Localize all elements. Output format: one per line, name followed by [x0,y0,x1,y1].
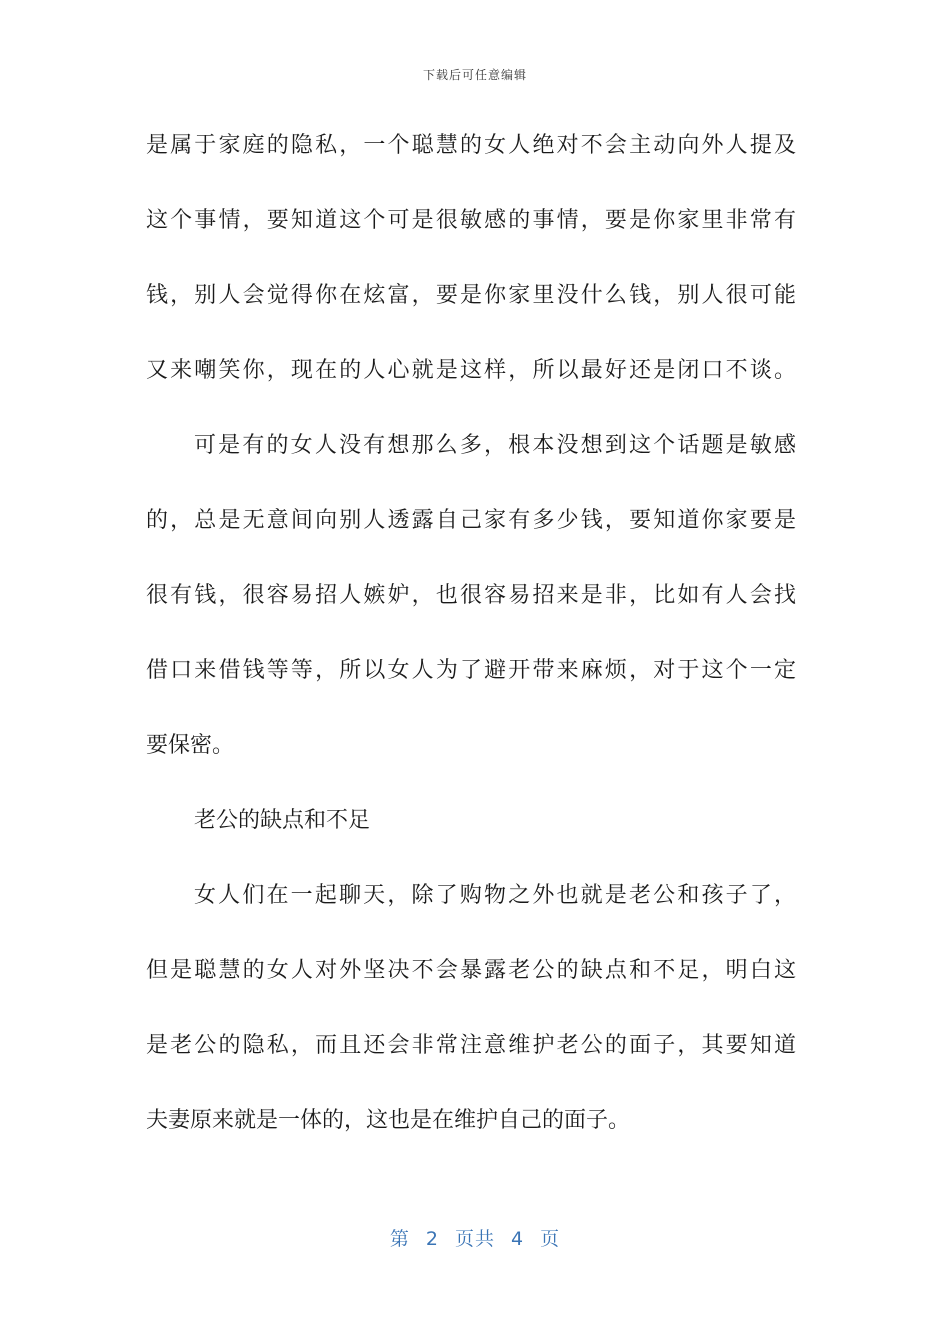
text-line: 但是聪慧的女人对外坚决不会暴露老公的缺点和不足，明白这 [146,958,796,983]
text-line: 是属于家庭的隐私，一个聪慧的女人绝对不会主动向外人提及 [146,133,796,158]
text-line: 这个事情，要知道这个可是很敏感的事情，要是你家里非常有 [146,208,796,233]
text-line: 钱，别人会觉得你在炫富，要是你家里没什么钱，别人很可能 [146,283,796,308]
text-line: 是老公的隐私，而且还会非常注意维护老公的面子，其要知道 [146,1033,796,1058]
text-line: 女人们在一起聊天，除了购物之外也就是老公和孩子了， [194,883,796,908]
footer-suffix: 页 [540,1228,561,1250]
text-line: 的，总是无意间向别人透露自己家有多少钱，要知道你家要是 [146,508,796,533]
text-line: 夫妻原来就是一体的，这也是在维护自己的面子。 [146,1108,631,1133]
text-line: 可是有的女人没有想那么多，根本没想到这个话题是敏感 [194,433,796,458]
current-page-number: 2 [425,1228,439,1250]
footer-prefix: 第 [389,1228,410,1250]
page-header: 下载后可任意编辑 [422,68,527,82]
section-heading: 老公的缺点和不足 [194,808,371,833]
text-line: 很有钱，很容易招人嫉妒，也很容易招来是非，比如有人会找 [146,583,796,608]
text-line: 借口来借钱等等，所以女人为了避开带来麻烦，对于这个一定 [146,658,796,683]
total-page-count: 4 [511,1228,525,1250]
text-line: 要保密。 [146,733,235,758]
footer-middle: 页共 [454,1228,495,1250]
page-footer [0,1224,950,1251]
document-body [146,108,796,1158]
text-line: 又来嘲笑你，现在的人心就是这样，所以最好还是闭口不谈。 [146,358,796,383]
